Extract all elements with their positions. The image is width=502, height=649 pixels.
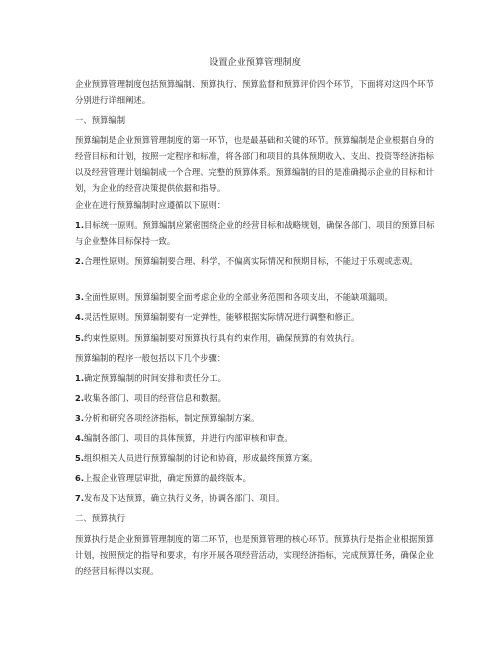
step-item bbox=[75, 490, 435, 506]
steps-intro: 预算编制的程序一般包括以下几个步骤： bbox=[75, 353, 226, 363]
step-number: 4. bbox=[75, 433, 85, 443]
step-text: 分析和研究各项经济指标，制定预算编制方案。 bbox=[84, 413, 260, 423]
step-number: 7. bbox=[75, 493, 85, 503]
principle-number: 4. bbox=[75, 312, 85, 322]
principle-item bbox=[75, 253, 435, 269]
principle-number: 3. bbox=[75, 292, 85, 302]
step-text: 发布及下达预算，确立执行义务，协调各部门、项目。 bbox=[84, 493, 285, 503]
principle-text: 合理性原则。预算编制要合理、科学，不偏离实际情况和预期目标，不能过于乐观或悲观。 bbox=[84, 256, 418, 266]
step-item bbox=[75, 370, 435, 386]
principle-item bbox=[75, 330, 435, 346]
principle-number: 5. bbox=[75, 333, 85, 343]
step-number: 3. bbox=[75, 413, 85, 423]
intro-paragraph: 企业预算管理制度包括预算编制、预算执行、预算监督和预算评价四个环节，下面将对这四个环节分别进行详细阐述。 bbox=[75, 79, 434, 105]
step-item bbox=[75, 410, 435, 426]
section-heading-budget-execution: 二、预算执行 bbox=[75, 513, 126, 523]
step-number: 1. bbox=[75, 373, 85, 383]
step-number: 2. bbox=[75, 393, 85, 403]
step-item bbox=[75, 430, 435, 446]
step-text: 上报企业管理层审批，确定预算的最终版本。 bbox=[84, 473, 251, 483]
budget-execution-paragraph: 预算执行是企业预算管理制度的第二环节，也是预算管理的核心环节。预算执行是指企业根据预算计划，按照预定的指导和要求，有序开展各项经营活动，实现经济指标，完成预算任务，确保企业的经营目标得以实现。 bbox=[75, 534, 434, 576]
step-item bbox=[75, 470, 435, 486]
step-text: 确定预算编制的时间安排和责任分工。 bbox=[84, 373, 226, 383]
principle-number: 2. bbox=[75, 256, 85, 266]
principle-item bbox=[75, 309, 435, 325]
step-text: 组织相关人员进行预算编制的讨论和协商，形成最终预算方案。 bbox=[84, 453, 318, 463]
principle-item bbox=[75, 217, 435, 249]
principle-number: 1. bbox=[75, 220, 85, 230]
step-item bbox=[75, 390, 435, 406]
section-heading-budget-preparation: 一、预算编制 bbox=[75, 115, 126, 125]
principle-text: 目标统一原则。预算编制应紧密围绕企业的经营目标和战略规划，确保各部门、项目的预算目标与企业整体目标保持一致。 bbox=[75, 220, 435, 246]
principle-item bbox=[75, 289, 435, 305]
principles-intro: 企业在进行预算编制时应遵循以下原则： bbox=[75, 200, 226, 210]
step-text: 编制各部门、项目的具体预算，并进行内部审核和审查。 bbox=[84, 433, 293, 443]
step-number: 5. bbox=[75, 453, 85, 463]
principle-text: 灵活性原则。预算编制要有一定弹性，能够根据实际情况进行调整和修正。 bbox=[84, 312, 360, 322]
budget-preparation-paragraph: 预算编制是企业预算管理制度的第一环节，也是最基础和关键的环节。预算编制是企业根据自身的经营目标和计划，按照一定程序和标准，将各部门和项目的具体预期收入、支出、投资等经济指标以及经营管理计划编制成一个合理、完整的预算体系。预算编制的目的是准确揭示企业的目标和计划，为企业的经营决策提供依据和指导。 bbox=[75, 135, 434, 193]
step-item bbox=[75, 450, 435, 466]
step-text: 收集各部门、项目的经营信息和数据。 bbox=[84, 393, 226, 403]
principle-text: 全面性原则。预算编制要全面考虑企业的全部业务范围和各项支出，不能缺项漏项。 bbox=[84, 292, 393, 302]
step-number: 6. bbox=[75, 473, 85, 483]
document-title: 设置企业预算管理制度 bbox=[209, 57, 301, 68]
principle-text: 约束性原则。预算编制要对预算执行具有约束作用，确保预算的有效执行。 bbox=[84, 333, 360, 343]
